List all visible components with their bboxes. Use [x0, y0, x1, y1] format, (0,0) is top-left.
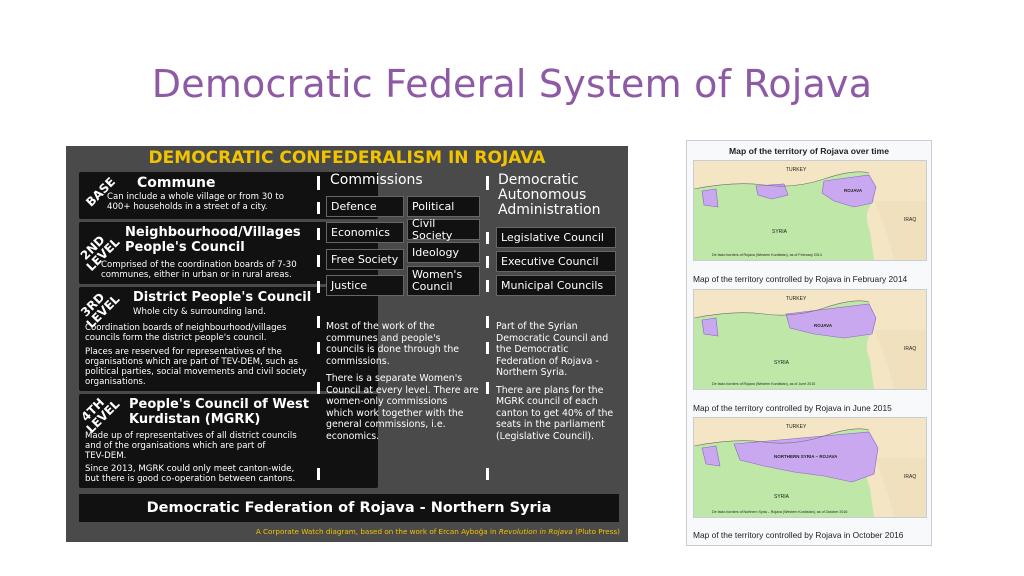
svg-text:ROJAVA: ROJAVA — [814, 323, 833, 328]
commissions-text: Most of the work of the communes and people's councils is done through the commissions. There is a separate Women's Council at every level. There are women-only commissions which work together with the general commissions, i.e. economics. — [326, 321, 479, 442]
maps-panel — [686, 140, 932, 546]
column-marker — [486, 342, 489, 354]
column-marker — [486, 280, 489, 292]
commission-box: Justice — [326, 275, 404, 296]
level-tag: 4TH LEVEL — [78, 395, 123, 436]
confederalism-diagram — [66, 146, 628, 542]
svg-text:IRAQ: IRAQ — [904, 217, 917, 223]
commission-box: Civil Society — [407, 219, 480, 240]
level-tag: 3RD LEVEL — [78, 290, 123, 331]
column-marker — [317, 228, 320, 240]
level-heading: People's Council of West Kurdistan (MGRK) — [129, 397, 309, 427]
svg-text:De facto borders of Northern S: De facto borders of Northern Syria – Rojava (Western Kurdistan), as of October 2016 — [712, 510, 848, 514]
level-heading: Neighbourhood/Villages People's Council — [125, 225, 301, 255]
level-subheading: Whole city & surrounding land. — [133, 307, 266, 317]
level-text: Comprised of the coordination boards of 7-30 communes, either in urban or in rural areas. — [101, 260, 297, 280]
commission-box: Ideology — [407, 242, 480, 263]
svg-text:TURKEY: TURKEY — [786, 167, 807, 173]
map-caption: Map of the territory controlled by Rojava in June 2015 — [693, 403, 892, 413]
column-marker — [486, 316, 489, 328]
column-marker — [317, 468, 320, 480]
administration-heading: Democratic Autonomous Administration — [498, 172, 601, 218]
column-marker — [317, 281, 320, 293]
map-image[interactable] — [693, 417, 927, 518]
level-heading: Commune — [137, 175, 216, 191]
svg-text:ROJAVA: ROJAVA — [844, 188, 863, 193]
column-marker — [317, 316, 320, 328]
column-marker — [317, 342, 320, 354]
map-image[interactable] — [693, 289, 927, 390]
map-caption: Map of the territory controlled by Rojava in October 2016 — [693, 530, 904, 540]
territory-map-2015 — [694, 290, 926, 389]
slide-title: Democratic Federal System of Rojava — [151, 62, 873, 106]
svg-text:NORTHERN SYRIA – ROJAVA: NORTHERN SYRIA – ROJAVA — [774, 454, 838, 459]
maps-panel-title: Map of the territory of Rojava over time — [729, 146, 889, 156]
commission-box: Economics — [326, 222, 404, 243]
svg-text:SYRIA: SYRIA — [774, 494, 790, 500]
svg-text:IRAQ: IRAQ — [904, 346, 917, 352]
commission-box: Women's Council — [407, 266, 480, 296]
column-marker — [486, 232, 489, 244]
commissions-heading: Commissions — [330, 172, 423, 188]
column-marker — [486, 468, 489, 480]
territory-map-2016 — [694, 418, 926, 517]
administration-box: Legislative Council — [496, 227, 616, 248]
administration-box: Municipal Councils — [496, 275, 616, 296]
map-caption: Map of the territory controlled by Rojava in February 2014 — [693, 274, 908, 284]
column-marker — [317, 202, 320, 214]
level-heading: District People's Council — [133, 290, 312, 305]
column-marker — [486, 176, 489, 190]
administration-text: Part of the Syrian Democratic Council and the Democratic Federation of Rojava - Northern Syria. There are plans for the MGRK council of each canton to get 40% of the seats in the parliament (Legislative Council). — [496, 321, 614, 442]
column-marker — [486, 256, 489, 268]
level-text: Made up of representatives of all district councils and of the organisations which are part of TEV-DEM. Since 2013, MGRK could only meet canton-wide, but there is good co-operation between cantons. — [85, 431, 297, 484]
column-marker — [486, 382, 489, 394]
commission-box: Defence — [326, 196, 404, 217]
column-marker — [317, 382, 320, 394]
svg-text:SYRIA: SYRIA — [772, 229, 788, 235]
svg-text:TURKEY: TURKEY — [786, 424, 807, 430]
svg-text:De facto borders of Rojava (We: De facto borders of Rojava (Western Kurdistan), as of February 2014 — [712, 253, 822, 257]
federation-footer: Democratic Federation of Rojava - Northern Syria — [79, 494, 619, 522]
level-text: Can include a whole village or from 30 to 400+ households in a street of a city. — [107, 192, 284, 212]
level-text: Coordination boards of neighbourhood/villages councils form the district people's council. Places are reserved for representatives of the organisations which are part of TEV-DEM, such as political parties, social movements and civil society organisations. — [85, 323, 307, 387]
svg-text:IRAQ: IRAQ — [904, 474, 917, 480]
level-tag: BASE — [83, 174, 119, 210]
svg-text:De facto borders of Rojava (We: De facto borders of Rojava (Western Kurdistan), as of June 2015 — [712, 382, 816, 386]
diagram-credit: A Corporate Watch diagram, based on the work of Ercan Ayboğa in Revolution in Rojava (Pluto Press) — [255, 527, 620, 536]
map-image[interactable] — [693, 160, 927, 261]
commission-box: Political — [407, 196, 480, 217]
administration-box: Executive Council — [496, 251, 616, 272]
commission-box: Free Society — [326, 249, 404, 270]
territory-map-2014 — [694, 161, 926, 260]
diagram-title: DEMOCRATIC CONFEDERALISM IN ROJAVA — [148, 148, 546, 168]
level-tag: 2ND LEVEL — [77, 232, 123, 274]
column-marker — [317, 176, 320, 190]
column-marker — [317, 255, 320, 267]
svg-text:SYRIA: SYRIA — [774, 360, 790, 366]
svg-text:TURKEY: TURKEY — [786, 296, 807, 302]
